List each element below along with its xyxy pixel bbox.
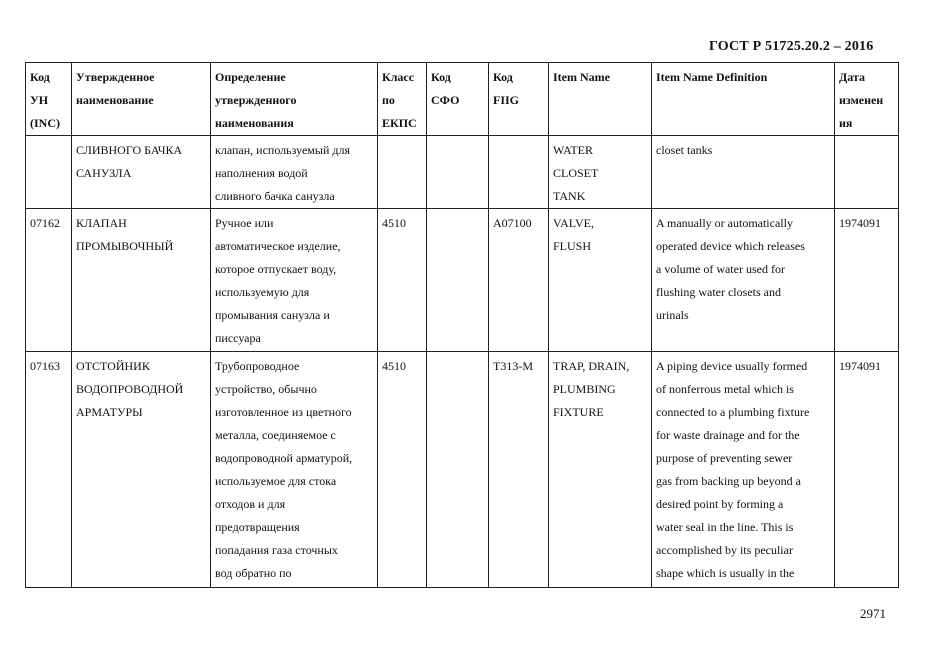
cell-change-date: 1974091 bbox=[835, 352, 899, 588]
cell-fiig-code: T313-M bbox=[489, 352, 549, 588]
cell-fiig-code bbox=[489, 136, 549, 209]
document-title: ГОСТ Р 51725.20.2 – 2016 bbox=[709, 39, 874, 54]
header-sfo-code: Код СФО bbox=[427, 63, 489, 136]
cell-definition: Ручное или автоматическое изделие, которое отпускает воду, используемую для промывания санузла и писсуара bbox=[211, 209, 378, 352]
cell-fiig-code: A07100 bbox=[489, 209, 549, 352]
cell-item-name-definition: closet tanks bbox=[652, 136, 835, 209]
catalog-table bbox=[25, 62, 899, 588]
header-approved-name: Утвержденное наименование bbox=[72, 63, 211, 136]
header-item-name-definition: Item Name Definition bbox=[652, 63, 835, 136]
cell-item-name: TRAP, DRAIN, PLUMBING FIXTURE bbox=[549, 352, 652, 588]
cell-change-date bbox=[835, 136, 899, 209]
header-inc: Код УН (INC) bbox=[26, 63, 72, 136]
header-definition: Определение утвержденного наименования bbox=[211, 63, 378, 136]
table-row bbox=[26, 352, 899, 588]
cell-item-name-definition: A manually or automatically operated device which releases a volume of water used for flushing water closets and urinals bbox=[652, 209, 835, 352]
cell-approved-name: КЛАПАН ПРОМЫВОЧНЫЙ bbox=[72, 209, 211, 352]
header-fiig-code: Код FIIG bbox=[489, 63, 549, 136]
cell-ekps-class: 4510 bbox=[378, 352, 427, 588]
table-row bbox=[26, 136, 899, 209]
cell-ekps-class: 4510 bbox=[378, 209, 427, 352]
cell-inc: 07162 bbox=[26, 209, 72, 352]
cell-item-name-definition: A piping device usually formed of nonferrous metal which is connected to a plumbing fixture for waste drainage and for the purpose of preventing sewer gas from backing up beyond a desired point by forming a water seal in the line. This is accomplished by its peculiar shape which is usually in the bbox=[652, 352, 835, 588]
header-ekps-class: Класс по ЕКПС bbox=[378, 63, 427, 136]
cell-ekps-class bbox=[378, 136, 427, 209]
cell-definition: клапан, используемый для наполнения водой сливного бачка санузла bbox=[211, 136, 378, 209]
cell-inc: 07163 bbox=[26, 352, 72, 588]
cell-inc bbox=[26, 136, 72, 209]
cell-item-name: WATER CLOSET TANK bbox=[549, 136, 652, 209]
cell-approved-name: ОТСТОЙНИК ВОДОПРОВОДНОЙ АРМАТУРЫ bbox=[72, 352, 211, 588]
cell-change-date: 1974091 bbox=[835, 209, 899, 352]
header-item-name: Item Name bbox=[549, 63, 652, 136]
cell-sfo-code bbox=[427, 352, 489, 588]
cell-item-name: VALVE, FLUSH bbox=[549, 209, 652, 352]
header-row bbox=[26, 63, 899, 136]
page-number: 2971 bbox=[860, 606, 886, 621]
header-change-date: Дата изменен ия bbox=[835, 63, 899, 136]
cell-definition: Трубопроводное устройство, обычно изготовленное из цветного металла, соединяемое с водопроводной арматурой, используемое для стока отходов и для предотвращения попадания газа сточных вод обратно по bbox=[211, 352, 378, 588]
table-row bbox=[26, 209, 899, 352]
cell-sfo-code bbox=[427, 209, 489, 352]
cell-approved-name: СЛИВНОГО БАЧКА САНУЗЛА bbox=[72, 136, 211, 209]
cell-sfo-code bbox=[427, 136, 489, 209]
